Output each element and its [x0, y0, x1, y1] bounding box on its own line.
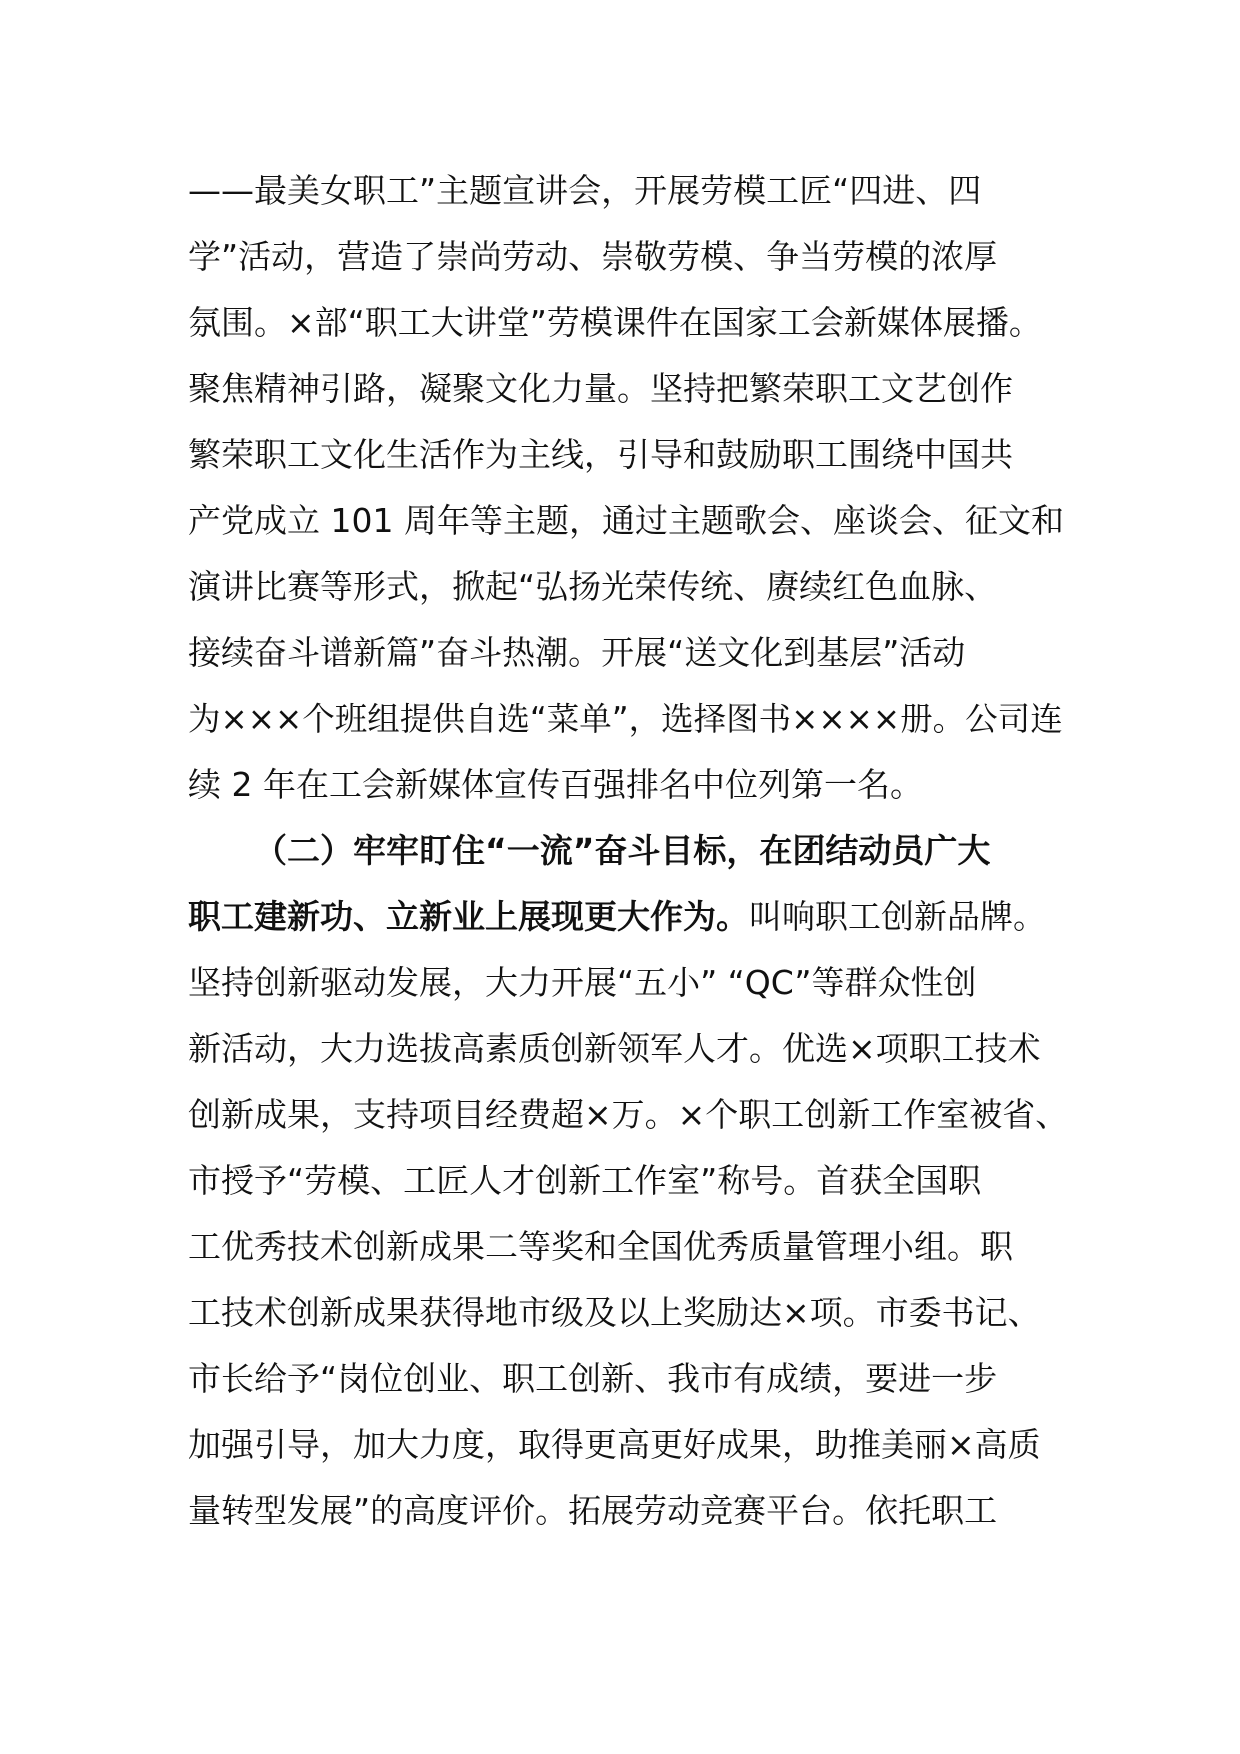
- text-line: [188, 1346, 1068, 1412]
- text-run: 聚焦精神引路，凝聚文化力量。坚持把繁荣职工文艺创作: [188, 369, 1013, 408]
- text-run: 市长给予“岗位创业、职工创新、我市有成绩，要进一步: [188, 1359, 998, 1398]
- text-run: 新活动，大力选拔高素质创新领军人才。优选×项职工技术: [188, 1029, 1041, 1068]
- text-run: 演讲比赛等形式，掀起“弘扬光荣传统、赓续红色血脉、: [188, 567, 998, 606]
- text-line: [188, 554, 1068, 620]
- text-run: 加强引导，加大力度，取得更高更好成果，助推美丽×高质: [188, 1425, 1041, 1464]
- text-line: [188, 158, 1068, 224]
- text-line: [188, 422, 1068, 488]
- text-run: 工优秀技术创新成果二等奖和全国优秀质量管理小组。职: [188, 1227, 1013, 1266]
- text-line: [188, 1280, 1068, 1346]
- text-line: [188, 818, 1068, 884]
- text-line: [188, 224, 1068, 290]
- text-run: 市授予“劳模、工匠人才创新工作室”称号。首获全国职: [188, 1161, 982, 1200]
- bold-text-run: 职工建新功、立新业上展现更大作为。: [188, 897, 749, 936]
- text-run: 工技术创新成果获得地市级及以上奖励达×项。市委书记、: [188, 1293, 1041, 1332]
- bold-text-run: （二）牢牢盯住“一流”奋斗目标，在团结动员广大: [254, 831, 991, 870]
- text-run: 坚持创新驱动发展，大力开展“五小” “QC”等群众性创: [188, 963, 977, 1002]
- text-line: [188, 1214, 1068, 1280]
- text-run: 学”活动，营造了崇尚劳动、崇敬劳模、争当劳模的浓厚: [188, 237, 998, 276]
- text-line: [188, 1016, 1068, 1082]
- text-run: 叫响职工创新品牌。: [749, 897, 1046, 936]
- text-run: 为×××个班组提供自选“菜单”，选择图书××××册。公司连: [188, 700, 1063, 738]
- text-run: ——最美女职工”主题宣讲会，开展劳模工匠“四进、四: [188, 171, 982, 210]
- text-run: 续 2 年在工会新媒体宣传百强排名中位列第一名。: [188, 765, 923, 804]
- text-run: 产党成立 101 周年等主题，通过主题歌会、座谈会、征文和: [188, 501, 1064, 540]
- text-line: [188, 620, 1068, 686]
- text-line: [188, 290, 1068, 356]
- text-line: [188, 1148, 1068, 1214]
- text-run: 量转型发展”的高度评价。拓展劳动竞赛平台。依托职工: [188, 1491, 998, 1530]
- text-line: [188, 1082, 1068, 1148]
- text-line: [188, 356, 1068, 422]
- text-line: [188, 752, 1068, 818]
- text-run: 繁荣职工文化生活作为主线，引导和鼓励职工围绕中国共: [188, 435, 1013, 474]
- text-line: [188, 950, 1068, 1016]
- text-line: [188, 884, 1068, 950]
- text-line: [188, 1478, 1068, 1544]
- text-run: 接续奋斗谱新篇”奋斗热潮。开展“送文化到基层”活动: [188, 633, 966, 672]
- text-line: [188, 1412, 1068, 1478]
- text-run: 创新成果，支持项目经费超×万。×个职工创新工作室被省、: [188, 1095, 1069, 1134]
- body-text: [188, 158, 1068, 1544]
- text-line: [188, 686, 1068, 752]
- text-run: 氛围。×部“职工大讲堂”劳模课件在国家工会新媒体展播。: [188, 303, 1042, 342]
- text-line: [188, 488, 1068, 554]
